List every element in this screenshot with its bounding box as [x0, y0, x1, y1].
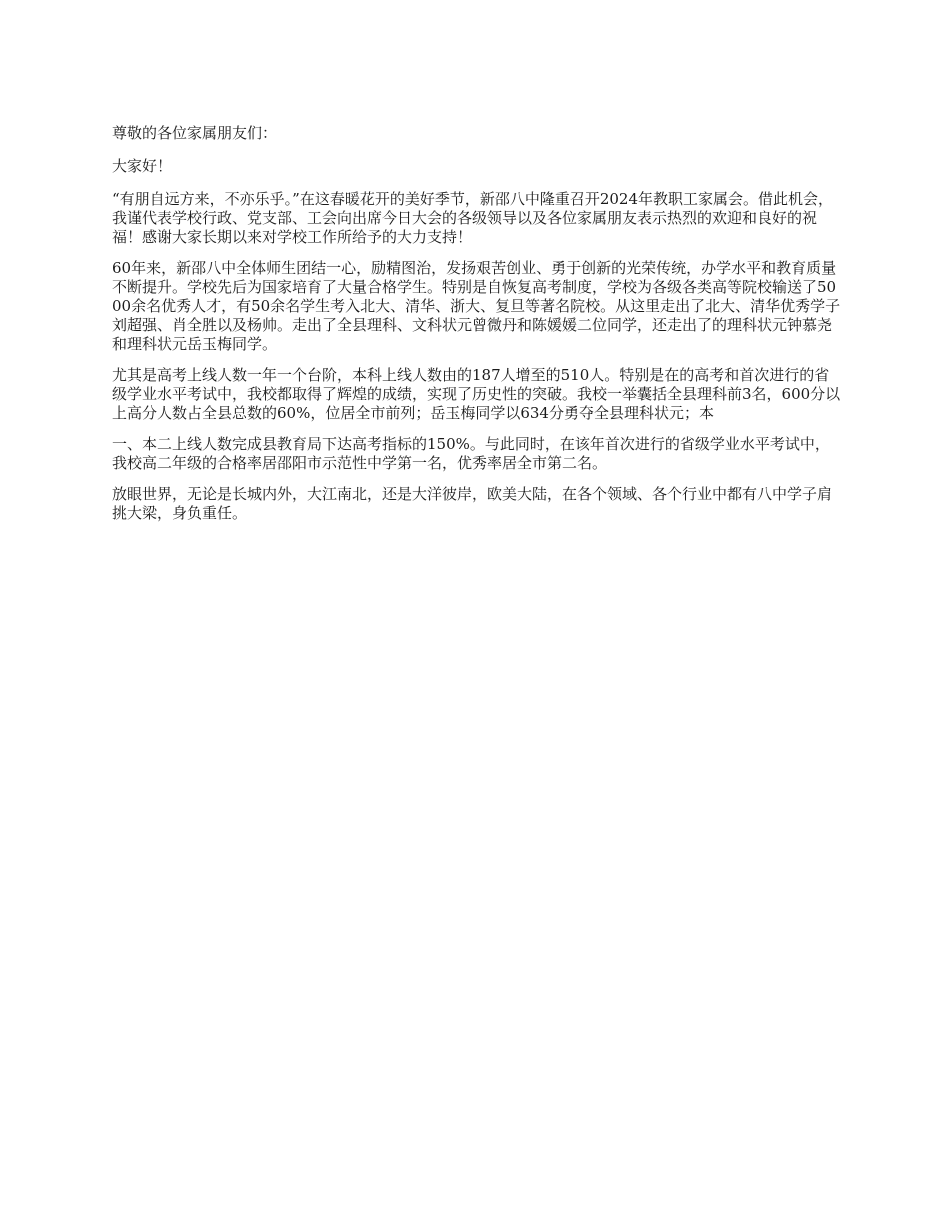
paragraph-welcome: “有朋自远方来，不亦乐乎。”在这春暖花开的美好季节，新邵八中隆重召开2024年教职工家属会。借此机会，我谨代表学校行政、党支部、工会向出席今日大会的各级领导以及各位家属朋友表示热烈的欢迎和良好的祝福！感谢大家长期以来对学校工作所给予的大力支持！ — [112, 190, 834, 246]
greeting: 大家好！ — [112, 157, 173, 175]
salutation: 尊敬的各位家属朋友们： — [112, 124, 278, 142]
document-page — [112, 124, 842, 535]
paragraph-exam-results: 尤其是高考上线人数一年一个台阶，本科上线人数由的187人增至的510人。特别是在的高考和首次进行的省级学业水平考试中，我校都取得了辉煌的成绩，实现了历史性的突破。我校一举囊括全县理科前3名，600分以上高分人数占全县总数的60%，位居全市前列；岳玉梅同学以634分勇夺全县理科状元；本 — [112, 366, 841, 422]
paragraph-exam-targets: 一、本二上线人数完成县教育局下达高考指标的150%。与此同时，在该年首次进行的省级学业水平考试中，我校高二年级的合格率居邵阳市示范性中学第一名，优秀率居全市第二名。 — [112, 435, 830, 472]
paragraph-history: 60年来，新邵八中全体师生团结一心，励精图治，发扬艰苦创业、勇于创新的光荣传统，办学水平和教育质量不断提升。学校先后为国家培育了大量合格学生。特别是自恢复高考制度，学校为各级各类高等院校输送了5000余名优秀人才，有50余名学生考入北大、清华、浙大、复旦等著名院校。从这里走出了北大、清华优秀学子刘超强、肖全胜以及杨帅。走出了全县理科、文科状元曾微丹和陈媛媛二位同学，还走出了的理科状元钟慕尧和理科状元岳玉梅同学。 — [112, 259, 841, 353]
paragraph-alumni: 放眼世界，无论是长城内外，大江南北，还是大洋彼岸，欧美大陆，在各个领域、各个行业中都有八中学子肩挑大梁，身负重任。 — [112, 485, 833, 522]
